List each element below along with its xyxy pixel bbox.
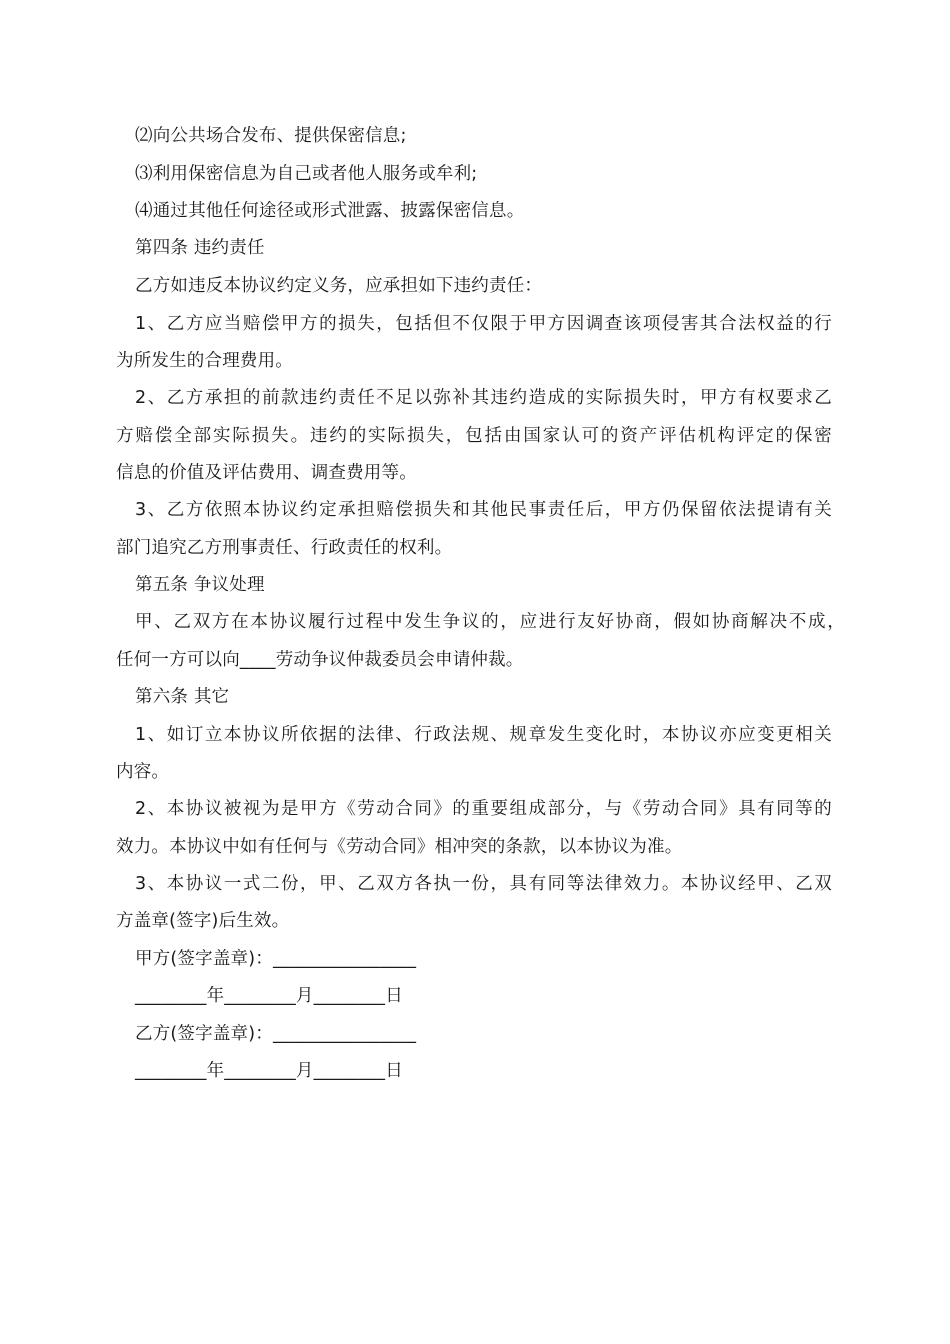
- article-5-para-line-2: 任何一方可以向____劳动争议仲裁委员会申请仲裁。: [116, 650, 524, 670]
- clause-item-3: ⑶利用保密信息为自己或者他人服务或牟利;: [135, 164, 478, 184]
- article-6-para-1-line-2: 内容。: [116, 762, 170, 782]
- party-b-signature-line: 乙方(签字盖章)：________________: [135, 1024, 417, 1044]
- article-4-para-3-line-1: 3、乙方依照本协议约定承担赔偿损失和其他民事责任后，甲方仍保留依法提请有关: [135, 500, 832, 520]
- article-4-para-3-line-2: 部门追究乙方刑事责任、行政责任的权利。: [116, 538, 453, 558]
- article-6-para-1-line-1: 1、如订立本协议所依据的法律、行政法规、规章发生变化时，本协议亦应变更相关: [135, 725, 832, 745]
- article-4-heading: 第四条 违约责任: [135, 238, 265, 258]
- article-6-para-2-line-1: 2、本协议被视为是甲方《劳动合同》的重要组成部分，与《劳动合同》具有同等的: [135, 799, 832, 819]
- article-6-para-2-line-2: 效力。本协议中如有任何与《劳动合同》相冲突的条款，以本协议为准。: [116, 837, 683, 857]
- article-5-para-line-1: 甲、乙双方在本协议履行过程中发生争议的，应进行友好协商，假如协商解决不成，: [135, 612, 845, 632]
- article-4-para-2-line-3: 信息的价值及评估费用、调查费用等。: [116, 463, 417, 483]
- clause-item-4: ⑷通过其他任何途径或形式泄露、披露保密信息。: [135, 201, 525, 221]
- article-4-para-2-line-2: 方赔偿全部实际损失。违约的实际损失，包括由国家认可的资产评估机构评定的保密: [116, 426, 832, 446]
- article-4-para-2-line-1: 2、乙方承担的前款违约责任不足以弥补其违约造成的实际损失时，甲方有权要求乙: [135, 388, 832, 408]
- clause-item-2: ⑵向公共场合发布、提供保密信息;: [135, 126, 407, 146]
- party-b-date-line: ________年________月________日: [135, 1061, 403, 1081]
- party-a-date-line: ________年________月________日: [135, 986, 403, 1006]
- article-4-para-1-line-2: 为所发生的合理费用。: [116, 351, 293, 371]
- article-4-para-1-line-1: 1、乙方应当赔偿甲方的损失，包括但不仅限于甲方因调查该项侵害其合法权益的行: [135, 314, 832, 334]
- article-6-heading: 第六条 其它: [135, 687, 230, 707]
- article-4-intro: 乙方如违反本协议约定义务，应承担如下违约责任：: [135, 276, 543, 296]
- article-6-para-3-line-2: 方盖章(签字)后生效。: [116, 911, 290, 931]
- article-6-para-3-line-1: 3、本协议一式二份，甲、乙双方各执一份，具有同等法律效力。本协议经甲、乙双: [135, 874, 832, 894]
- party-a-signature-line: 甲方(签字盖章)：________________: [135, 949, 417, 969]
- article-5-heading: 第五条 争议处理: [135, 575, 265, 595]
